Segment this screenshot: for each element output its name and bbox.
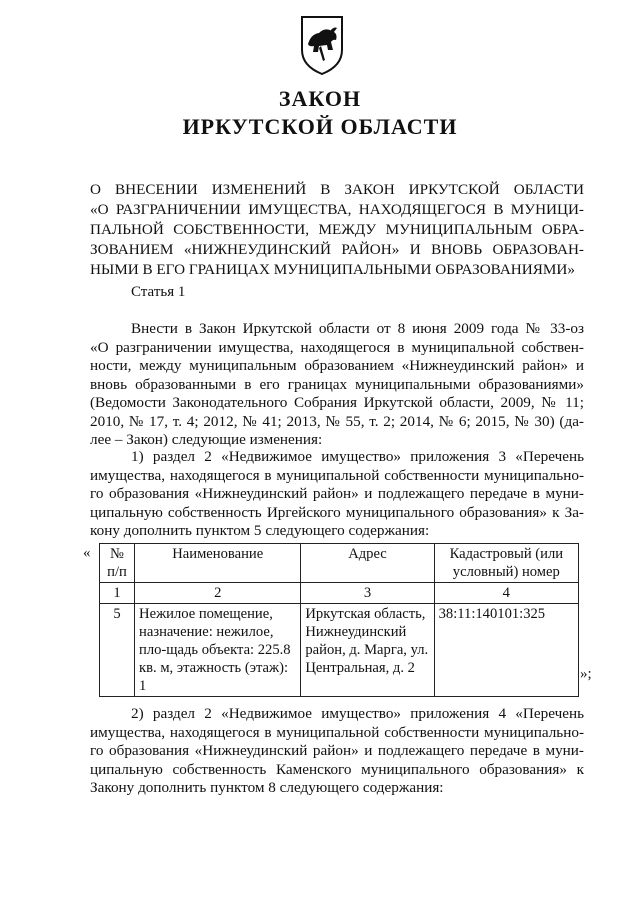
column-number: 4 (434, 583, 578, 604)
irkutsk-coat-of-arms-icon (299, 14, 345, 76)
paragraph-line: Закону дополнить пунктом 8 следующего содержания: (90, 779, 444, 796)
document-title-line2: ИРКУТСКОЙ ОБЛАСТИ (182, 114, 458, 139)
heading-line: НЫМИ В ЕГО ГРАНИЦАХ МУНИЦИПАЛЬНЫМИ ОБРАЗОВАНИЯМИ» (90, 261, 575, 278)
article-label: Статья 1 (131, 284, 186, 300)
paragraph-line: (Ведомости Законодательного Собрания Иркутской области, 2009, № 11; (90, 394, 584, 411)
law-heading (90, 180, 584, 280)
paragraph-line: лее – Закон) следующие изменения: (90, 431, 323, 448)
row-address: Иркутская область, Нижнеудинский район, д. Марга, ул. Центральная, д. 2 (301, 604, 434, 697)
amendment-item-1 (90, 448, 584, 541)
paragraph-line: 1) раздел 2 «Недвижимое имущество» приложения 3 «Перечень (131, 448, 584, 465)
paragraph-line: кону дополнить пунктом 5 следующего содержания: (90, 522, 430, 539)
paragraph-line: «О разграничении имущества, находящегося в муниципальной собствен- (90, 338, 584, 356)
header-cell-number: № п/п (100, 544, 135, 583)
paragraph-line: го образования «Нижнеудинский район» и подлежащего передаче в муни- (90, 485, 584, 502)
column-number: 2 (135, 583, 301, 604)
heading-line: «О РАЗГРАНИЧЕНИИ ИМУЩЕСТВА, НАХОДЯЩЕГОСЯ В МУНИЦИ- (90, 201, 584, 218)
opening-quote: « (83, 545, 91, 561)
header-cell-address: Адрес (301, 544, 434, 583)
row-cadastral-number: 38:11:140101:325 (434, 604, 578, 697)
intro-paragraph (90, 320, 584, 450)
table-column-number-row (100, 583, 579, 604)
header-cell-cadastral: Кадастровый (или условный) номер (434, 544, 578, 583)
table-row (100, 604, 579, 697)
property-table (99, 543, 579, 697)
paragraph-line: 2010, № 17, т. 4; 2012, № 41; 2013, № 55, т. 2; 2014, № 6; 2015, № 30) (да- (90, 412, 584, 430)
paragraph-line: 2) раздел 2 «Недвижимое имущество» приложения 4 «Перечень (131, 705, 584, 722)
closing-quote: »; (580, 666, 592, 682)
heading-line: ЗОВАНИЕМ «НИЖНЕУДИНСКИЙ РАЙОН» И ВНОВЬ ОБРАЗОВАН- (90, 241, 584, 258)
paragraph-line: го образования «Нижнеудинский район» и подлежащего передаче в муни- (90, 742, 584, 759)
row-name: Нежилое помещение, назначение: нежилое, пло-щадь объекта: 225.8 кв. м, этажность (этаж): 1 (135, 604, 301, 697)
column-number: 1 (100, 583, 135, 604)
document-title-line1: ЗАКОН (278, 86, 362, 111)
heading-line: ПАЛЬНОЙ СОБСТВЕННОСТИ, МЕЖДУ МУНИЦИПАЛЬНЫМ ОБРА- (90, 221, 584, 238)
header-cell-name: Наименование (135, 544, 301, 583)
paragraph-line: ципальную собственность Каменского муниципального образования» к (90, 760, 584, 778)
row-number: 5 (100, 604, 135, 697)
paragraph-line: Внести в Закон Иркутской области от 8 июня 2009 года № 33-оз (131, 320, 584, 337)
heading-line: О ВНЕСЕНИИ ИЗМЕНЕНИЙ В ЗАКОН ИРКУТСКОЙ ОБЛАСТИ (90, 181, 584, 198)
amendment-item-2 (90, 705, 584, 798)
table-header-row (100, 544, 579, 583)
paragraph-line: вновь образованными в его границах муниципальными образованиями» (90, 375, 584, 393)
paragraph-line: ности, между муниципальным образованием «Нижнеудинский район» и (90, 357, 584, 374)
paragraph-line: имущества, находящегося в муниципальной собственности муниципально- (90, 723, 584, 741)
paragraph-line: имущества, находящегося в муниципальной собственности муниципально- (90, 466, 584, 484)
column-number: 3 (301, 583, 434, 604)
paragraph-line: ципальную собственность Иргейского муниципального образования» к За- (90, 503, 584, 521)
